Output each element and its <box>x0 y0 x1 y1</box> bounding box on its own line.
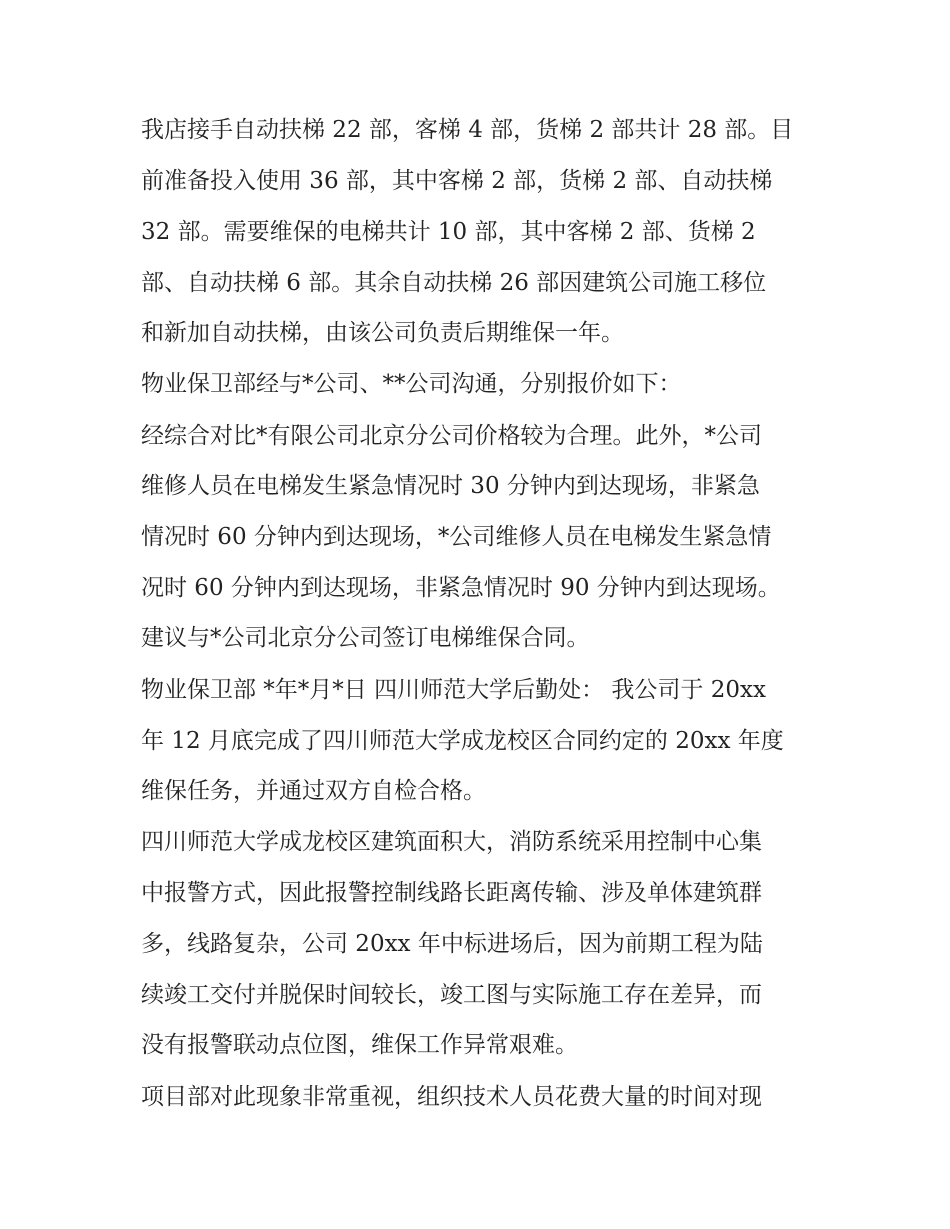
text-line: 续竣工交付并脱保时间较长，竣工图与实际施工存在差异，而 <box>141 982 762 1008</box>
text-line: 32 部。需要维保的电梯共计 10 部，其中客梯 2 部、货梯 2 <box>141 219 756 245</box>
text-line: 维修人员在电梯发生紧急情况时 30 分钟内到达现场，非紧急 <box>141 473 760 499</box>
text-line: 部、自动扶梯 6 部。其余自动扶梯 26 部因建筑公司施工移位 <box>141 270 767 296</box>
text-line: 经综合对比*有限公司北京分公司价格较为合理。此外，*公司 <box>141 423 762 449</box>
text-line: 况时 60 分钟内到达现场，非紧急情况时 90 分钟内到达现场。 <box>141 575 781 601</box>
text-line: 四川师范大学成龙校区建筑面积大，消防系统采用控制中心集 <box>141 829 762 855</box>
text-line: 维保任务，并通过双方自检合格。 <box>141 778 486 804</box>
text-line: 中报警方式，因此报警控制线路长距离传输、涉及单体建筑群 <box>141 880 762 906</box>
text-line: 没有报警联动点位图，维保工作异常艰难。 <box>141 1032 578 1058</box>
text-line: 我店接手自动扶梯 22 部，客梯 4 部，货梯 2 部共计 28 部。目 <box>141 117 794 143</box>
text-line: 物业保卫部经与*公司、**公司沟通，分别报价如下： <box>141 371 682 397</box>
text-line: 物业保卫部 *年*月*日 四川师范大学后勤处： 我公司于 20xx <box>141 677 766 703</box>
text-line: 多，线路复杂，公司 20xx 年中标进场后，因为前期工程为陆 <box>141 931 763 957</box>
text-line: 和新加自动扶梯，由该公司负责后期维保一年。 <box>141 320 624 346</box>
text-line: 年 12 月底完成了四川师范大学成龙校区合同约定的 20xx 年度 <box>141 728 784 754</box>
text-line: 建议与*公司北京分公司签订电梯维保合同。 <box>141 625 590 651</box>
text-line: 情况时 60 分钟内到达现场，*公司维修人员在电梯发生紧急情 <box>141 524 772 550</box>
text-line: 前准备投入使用 36 部，其中客梯 2 部，货梯 2 部、自动扶梯 <box>141 168 773 194</box>
text-line: 项目部对此现象非常重视，组织技术人员花费大量的时间对现 <box>141 1084 762 1110</box>
